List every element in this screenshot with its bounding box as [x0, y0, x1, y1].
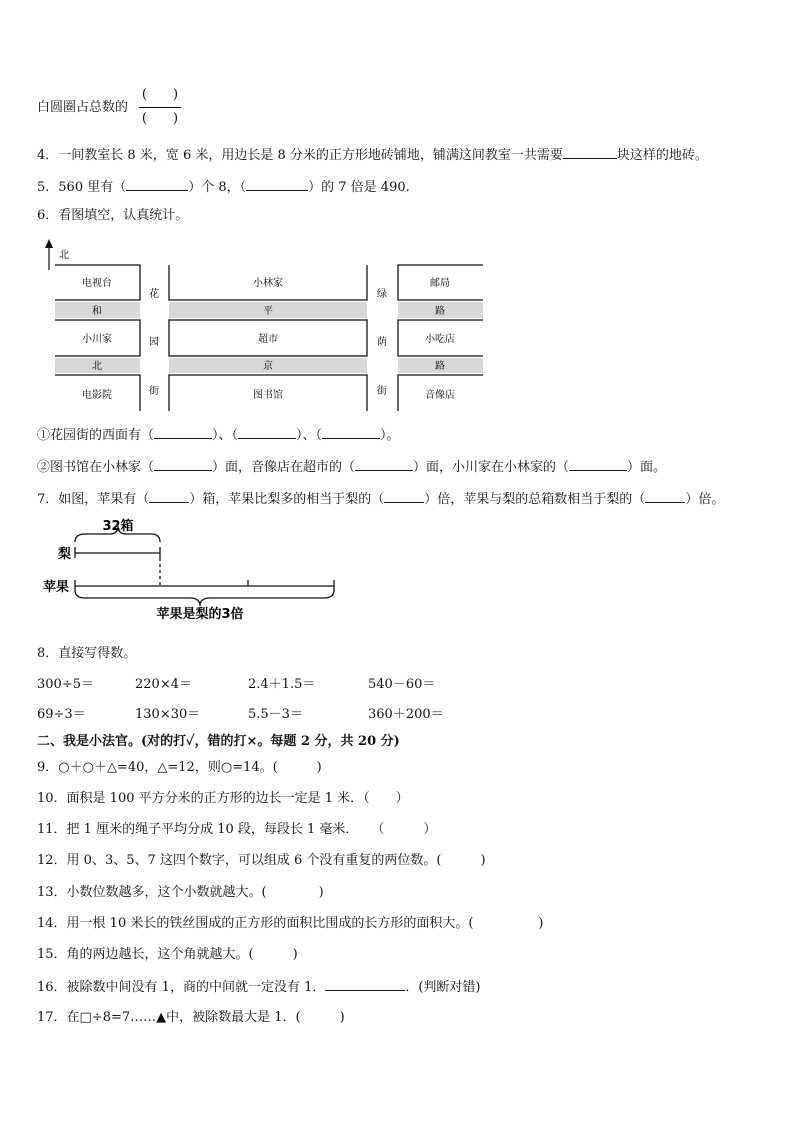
street2-label-1: 绿 — [377, 289, 387, 300]
fraction-numerator: ( ) — [141, 87, 179, 102]
q6-sub2 — [37, 458, 666, 476]
q11: 11．把 1 厘米的绳子平均分成 10 段，每段长 1 毫米． （ ） — [37, 822, 437, 837]
road2-label-3: 路 — [435, 361, 445, 372]
xiaochuan-home-label: 小川家 — [82, 334, 112, 345]
q6-s1-blank-2[interactable] — [238, 426, 296, 439]
q6-s2-a: ②图书馆在小林家（ — [37, 460, 155, 475]
north-label: 北 — [59, 250, 69, 261]
q5-part-a: 5．560 里有（ — [37, 180, 127, 195]
q6-s1-b: ）、（ — [212, 428, 239, 443]
fraction-bar — [139, 107, 181, 108]
north-arrow-icon — [45, 239, 53, 270]
q7-blank-3[interactable] — [645, 490, 685, 503]
q7-diagram — [40, 518, 350, 628]
top-label: 32箱 — [102, 519, 134, 534]
calc-1-2: 220×4＝ — [135, 677, 192, 692]
q9: 9．○＋○＋△=40，△=12，则○=14。( ) — [37, 760, 322, 775]
q7-blank-1[interactable] — [149, 490, 189, 503]
q8-title: 8．直接写得数。 — [37, 646, 137, 661]
q5-blank-1[interactable] — [126, 178, 188, 191]
q7-c: ）倍，苹果与梨的总箱数相当于梨的（ — [424, 492, 646, 507]
q12: 12．用 0、3、5、7 这四个数字，可以组成 6 个没有重复的两位数。( ) — [37, 853, 486, 868]
q16-a: 16．被除数中间没有 1，商的中间就一定没有 1． — [37, 980, 326, 995]
q6-s2-blank-1[interactable] — [154, 458, 212, 471]
q6-s1-blank-1[interactable] — [154, 426, 212, 439]
q5 — [37, 178, 410, 196]
q4-answer-blank[interactable] — [563, 146, 617, 159]
q6-s2-blank-3[interactable] — [569, 458, 627, 471]
q5-part-c: ）的 7 倍是 490. — [308, 180, 410, 195]
calc-1-1: 300÷5＝ — [37, 677, 94, 692]
cinema-label: 电影院 — [82, 390, 112, 401]
tv-station-label: 电视台 — [82, 278, 112, 289]
q7-a: 7．如图，苹果有（ — [37, 492, 150, 507]
q7-d: ）倍。 — [685, 492, 725, 507]
q4-text1: 4．一间教室长 8 米，宽 6 米，用边长是 8 分米的正方形地砖铺地，铺满这间教室一共需要 — [37, 148, 563, 163]
road1-label-3: 路 — [435, 306, 445, 317]
calc-2-2: 130×30＝ — [135, 707, 201, 722]
street1-label-1: 花 — [149, 289, 159, 300]
section-2-heading: 二、我是小法官。(对的打✓，错的打×。每题 2 分，共 20 分) — [37, 734, 400, 749]
post-office-label: 邮局 — [430, 278, 450, 289]
q5-blank-2[interactable] — [246, 178, 308, 191]
street1-label-2: 园 — [149, 337, 159, 348]
calc-1-4: 540－60＝ — [368, 677, 436, 692]
calc-2-1: 69÷3＝ — [37, 707, 86, 722]
q6-s1-c: ）、（ — [296, 428, 323, 443]
road1-label-2: 平 — [263, 306, 273, 317]
q15: 15．角的两边越长，这个角就越大。( ) — [37, 947, 298, 962]
road2-label-1: 北 — [92, 361, 102, 372]
q3-text: 白圆圈占总数的 — [37, 100, 129, 115]
q6-s2-blank-2[interactable] — [355, 458, 413, 471]
calc-2-4: 360＋200＝ — [368, 707, 444, 722]
fraction-denominator: ( ) — [141, 111, 179, 126]
q17: 17．在□÷8=7……▲中，被除数最大是 1．( ) — [37, 1010, 345, 1025]
q14: 14．用一根 10 米长的铁丝围成的正方形的面积比围成的长方形的面积大。( ) — [37, 916, 544, 931]
q7-b: ）箱，苹果比梨多的相当于梨的（ — [189, 492, 385, 507]
q16 — [37, 978, 481, 996]
q4-text2: 块这样的地砖。 — [616, 148, 708, 163]
calc-1-3: 2.4＋1.5＝ — [248, 677, 316, 692]
q6-title: 6．看图填空，认真统计。 — [37, 208, 189, 223]
supermarket-label: 超市 — [258, 334, 278, 345]
q7-blank-2[interactable] — [384, 490, 424, 503]
q6-map — [40, 236, 490, 416]
calc-2-3: 5.5－3＝ — [248, 707, 303, 722]
fraction-blank[interactable] — [137, 85, 183, 131]
q6-s1-d: ）。 — [380, 428, 400, 443]
bottom-brace — [75, 590, 334, 606]
q6-s2-d: ）面。 — [627, 460, 667, 475]
road1-label-1: 和 — [92, 306, 102, 317]
q4 — [37, 146, 708, 164]
street2-label-2: 荫 — [377, 337, 387, 348]
q6-s2-b: ）面，音像店在超市的（ — [212, 460, 356, 475]
road2-label-2: 京 — [263, 361, 273, 372]
q5-part-b: ）个 8，（ — [188, 180, 247, 195]
street1-label-3: 街 — [149, 386, 159, 397]
bottom-label: 苹果是梨的3倍 — [156, 607, 244, 622]
q16-blank[interactable] — [325, 978, 405, 991]
q7 — [37, 490, 724, 508]
q6-s1-a: ①花园街的西面有（ — [37, 428, 155, 443]
q10: 10．面积是 100 平方分米的正方形的边长一定是 1 米．（ ） — [37, 791, 409, 806]
xiaolin-home-label: 小林家 — [253, 278, 283, 289]
q6-sub1 — [37, 426, 400, 444]
street2-label-3: 街 — [377, 386, 387, 397]
music-store-label: 音像店 — [425, 390, 455, 401]
pear-label: 梨 — [58, 547, 72, 562]
apple-label: 苹果 — [43, 580, 70, 595]
snack-shop-label: 小吃店 — [425, 334, 455, 345]
q6-s2-c: ）面，小川家在小林家的（ — [413, 460, 570, 475]
q13: 13．小数位数越多，这个小数就越大。( ) — [37, 885, 324, 900]
q16-b: ．(判断对错) — [405, 980, 481, 995]
q6-s1-blank-3[interactable] — [322, 426, 380, 439]
library-label: 图书馆 — [253, 390, 283, 401]
